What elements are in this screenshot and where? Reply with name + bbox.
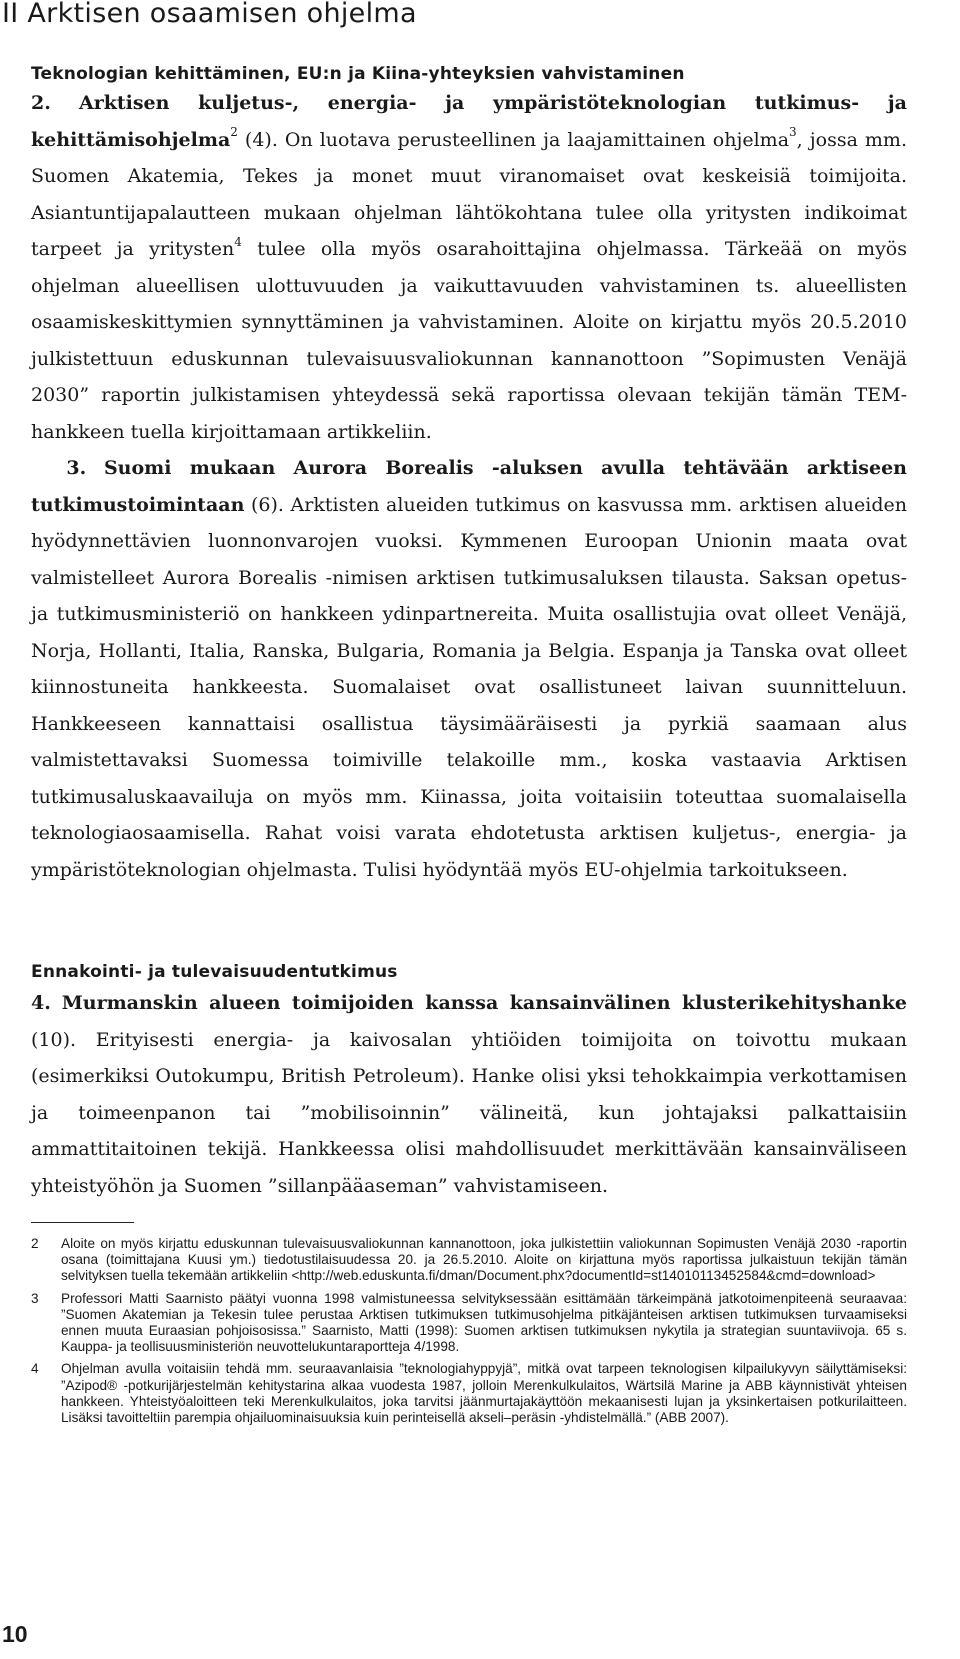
item-title: Murmanskin alueen toimijoiden kanssa kansainvälinen klusterikehityshanke [61,992,907,1014]
paragraph-text: (10). Erityisesti energia- ja kaivosalan yhtiöiden toimijoita on toivottu mukaan (esimerkiksi Outokumpu, British Petroleum). Hanke olisi yksi tehokkaimpia verkottamisen ja toimeenpanon tai ”mobilisoinnin” välineitä, kun johtajaksi palkattaisiin ammattitaitoinen tekijä. Hankkeessa olisi mahdollisuudet merkittävään kansainväliseen yhteistyöhön ja Suomen ”sillanpääaseman” vahvistamiseen. [31,1028,907,1197]
paragraph-text: , jossa mm. Suomen Akatemia, Tekes ja monet muut viranomaiset ovat keskeisiä toimijoita. Asiantuntijapalautteen mukaan ohjelman lähtökohtana tulee olla yritysten indikoimat tarpeet ja yritysten [31,128,907,260]
section-heading-technology: Teknologian kehittäminen, EU:n ja Kiina-yhteyksien vahvistaminen [31,64,685,84]
footnotes [31,1236,907,1432]
item-number: 3. [66,457,87,479]
item-title: Arktisen kuljetus-, energia- ja ympäristöteknologian tutkimus- ja kehittämisohjelma [31,92,907,151]
footnote-3 [31,1291,907,1356]
paragraph-item-2 [31,85,907,450]
footnote-text: Professori Matti Saarnisto päätyi vuonna 1998 valmistuneessa selvityksessään esittämään tärkeimpänä jatkotoimenpiteenä seuraavaa: ”Suomen Akatemian ja Tekesin tulee perustaa Arktisen tutkimuksen tutkimusohjelma pitkäjänteisen arktisen tutkimuksen turvaamiseksi ennen muuta Euraasian pohjoisosissa.” Saarnisto, Matti (1998): Suomen arktisen tutkimuksen nykytila ja strategian suuntaviivoja. 65 s. Kauppa- ja teollisuusministeriön neuvottelukuntaraportteja 4/1998. [61,1290,907,1355]
footnote-4 [31,1361,907,1426]
paragraph-item-4 [31,985,907,1204]
footnote-number: 2 [31,1236,39,1251]
footnote-ref: 2 [230,125,238,140]
footnote-ref: 3 [789,125,797,140]
chapter-title: II Arktisen osaamisen ohjelma [2,0,417,29]
paragraph-text: (4). On luotava perusteellinen ja laajamittainen ohjelma [237,128,790,151]
page-number: 10 [2,1621,28,1647]
footnote-divider [31,1222,134,1223]
item-title: Suomi mukaan Aurora Borealis -aluksen avulla tehtävään arktiseen tutkimustoimintaan [31,457,907,516]
section-heading-foresight: Ennakointi- ja tulevaisuudentutkimus [31,962,398,982]
item-number: 4. [31,992,51,1014]
paragraph-text: tulee olla myös osarahoittajina ohjelmassa. Tärkeää on myös ohjelman alueellisen ulottuvuuden ja vaikuttavuuden vahvistaminen ts. alueellisten osaamiskeskittymien synnyttäminen ja vahvistaminen. Aloite on kirjattu myös 20.5.2010 julkistettuun eduskunnan tulevaisuusvaliokunnan kannanottoon ”Sopimusten Venäjä 2030” raportin julkistamisen yhteydessä sekä raportissa olevaan tekijän tämän TEM-hankkeen tuella kirjoittamaan artikkeliin. [31,238,907,443]
footnote-ref: 4 [234,234,242,249]
footnote-number: 4 [31,1361,39,1377]
footnote-text: Ohjelman avulla voitaisiin tehdä mm. seuraavanlaisia ”teknologiahyppyjä”, mitkä ovat tarpeen teknologisen kilpailukyvyn säilyttämiseksi: ”Azipod® -potkurijärjestelmän kehitystarina alkaa vuodesta 1987, jolloin Merenkulkulaitos, Wärtsilä Marine ja ABB käynnistivät yhteisen hankkeen. Yhteistyöaloitteen teki Merenkulkulaitos, joka tarvitsi jäänmurtajakäyttöön mekaanisesti lujan ja yksinkertaisen potkurilaitteen. Lisäksi tavoitteltiin parempia ohjailuominaisuuksia kuin perinteisellä akseli–peräsin -yhdistelmällä.” (ABB 2007). [61,1361,907,1426]
paragraph-text: (6). Arktisten alueiden tutkimus on kasvussa mm. arktisen alueiden hyödynnettävien luonnonvarojen vuoksi. Kymmenen Euroopan Unionin maata ovat valmistelleet Aurora Borealis -nimisen arktisen tutkimusaluksen tilausta. Saksan opetus- ja tutkimusministeriö on hankkeen ydinpartnereita. Muita osallistujia ovat olleet Venäjä, Norja, Hollanti, Italia, Ranska, Bulgaria, Romania ja Belgia. Espanja ja Tanska ovat olleet kiinnostuneita hankkeesta. Suomalaiset ovat osallistuneet laivan suunnitteluun. Hankkeeseen kannattaisi osallistua täysimääräisesti ja pyrkiä saamaan alus valmistettavaksi Suomessa toimiville telakoille mm., koska vastaavia Arktisen tutkimusaluskaavailuja on myös mm. Kiinassa, joita voitaisiin toteuttaa suomalaisella teknologiaosaamisella. Rahat voisi varata ehdotetusta arktisen kuljetus-, energia- ja ympäristöteknologian ohjelmasta. Tulisi hyödyntää myös EU-ohjelmia tarkoitukseen. [31,493,907,881]
paragraph-item-3 [31,450,907,888]
footnote-text: Aloite on myös kirjattu eduskunnan tulevaisuusvaliokunnan kannanottoon, joka julkistettiin valiokunnan Sopimusten Venäjä 2030 -raportin osana (toimittajana Kuusi ym.) tiedotustilaisuudessa 20. ja 26.5.2010. Aloite on kirjattuna myös raportissa julkaistuun tekijän tämän selvityksen tuella tekemään artikkeliin <http://web.eduskunta.fi/dman/Document.phx?documentId=st14010113452584&cmd=download> [61,1236,907,1284]
footnote-number: 3 [31,1290,39,1306]
footnote-2 [31,1236,907,1285]
item-number: 2. [31,92,51,114]
